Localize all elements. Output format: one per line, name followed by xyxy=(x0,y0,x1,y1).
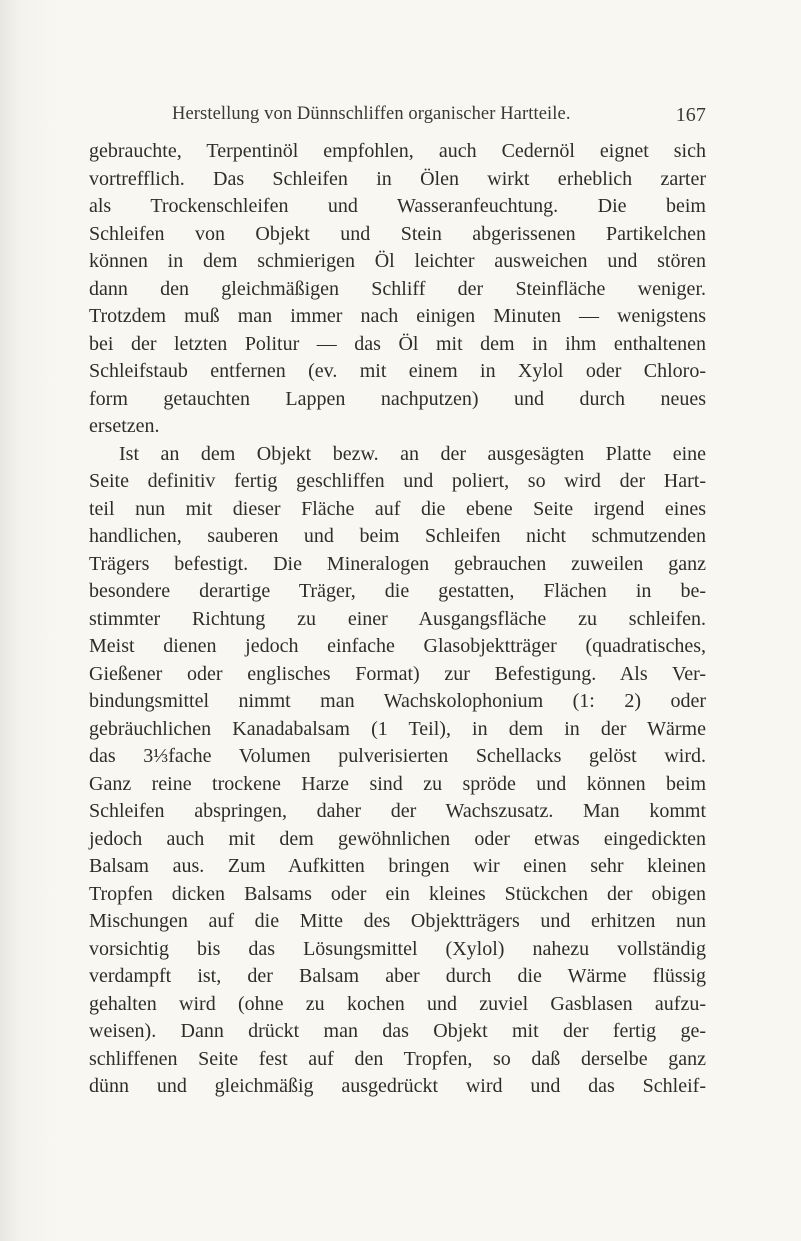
running-title: Herstellung von Dünnschliffen organischer Hartteile. xyxy=(172,104,571,124)
text-line: Gießener oder englisches Format) zur Befestigung. Als Ver- xyxy=(89,662,706,685)
text-line: dünn und gleichmäßig ausgedrückt wird und das Schleif- xyxy=(89,1075,706,1097)
body-text xyxy=(89,138,706,1101)
text-line: das 3⅓fache Volumen pulverisierten Schellacks gelöst wird. xyxy=(89,745,706,767)
text-line: Seite definitiv fertig geschliffen und poliert, so wird der Hart- xyxy=(89,470,706,492)
text-line: Meist dienen jedoch einfache Glasobjektträger (quadratisches, xyxy=(89,635,706,657)
text-line: dann den gleichmäßigen Schliff der Steinfläche weniger. xyxy=(89,277,706,300)
text-line: vorsichtig bis das Lösungsmittel (Xylol) nahezu vollständig xyxy=(89,937,706,960)
text-line: gebräuchlichen Kanadabalsam (1 Teil), in dem in der Wärme xyxy=(89,717,706,740)
text-line: Schleifen abspringen, daher der Wachszusatz. Man kommt xyxy=(89,800,706,822)
text-line: verdampft ist, der Balsam aber durch die Wärme flüssig xyxy=(89,965,706,987)
text-line: stimmter Richtung zu einer Ausgangsfläche zu schleifen. xyxy=(89,607,706,630)
text-line: schliffenen Seite fest auf den Tropfen, so daß derselbe ganz xyxy=(89,1047,706,1070)
text-line: Ganz reine trockene Harze sind zu spröde und können beim xyxy=(89,772,706,795)
text-line: Schleifen von Objekt und Stein abgerissenen Partikelchen xyxy=(89,222,706,245)
text-line: gehalten wird (ohne zu kochen und zuviel Gasblasen aufzu- xyxy=(89,992,706,1015)
paragraph-2 xyxy=(89,441,706,1101)
text-line: ersetzen. xyxy=(89,415,160,437)
text-line: können in dem schmierigen Öl leichter ausweichen und stören xyxy=(89,250,706,272)
text-line: form getauchten Lappen nachputzen) und durch neues xyxy=(89,387,706,410)
text-line: vortrefflich. Das Schleifen in Ölen wirkt erheblich zarter xyxy=(89,167,706,190)
text-line: Mischungen auf die Mitte des Objektträgers und erhitzen nun xyxy=(89,910,706,932)
text-line: gebrauchte, Terpentinöl empfohlen, auch Cedernöl eignet sich xyxy=(89,140,706,162)
text-line: Tropfen dicken Balsams oder ein kleines Stückchen der obigen xyxy=(89,882,706,905)
text-line: Trotzdem muß man immer nach einigen Minuten — wenigstens xyxy=(89,305,706,327)
paragraph-1 xyxy=(89,138,706,441)
running-header xyxy=(172,104,706,130)
text-line: bindungsmittel nimmt man Wachskolophonium (1: 2) oder xyxy=(89,690,706,712)
text-line: jedoch auch mit dem gewöhnlichen oder etwas eingedickten xyxy=(89,827,706,850)
text-line: besondere derartige Träger, die gestatten, Flächen in be- xyxy=(89,580,706,602)
text-line: Trägers befestigt. Die Mineralogen gebrauchen zuweilen ganz xyxy=(89,552,706,575)
page-number: 167 xyxy=(675,104,706,126)
text-line: Ist an dem Objekt bezw. an der ausgesägten Platte eine xyxy=(119,442,706,465)
text-line: teil nun mit dieser Fläche auf die ebene Seite irgend eines xyxy=(89,497,706,520)
text-line: Schleifstaub entfernen (ev. mit einem in Xylol oder Chloro- xyxy=(89,360,706,382)
text-line: als Trockenschleifen und Wasseranfeuchtung. Die beim xyxy=(89,195,706,217)
text-line: weisen). Dann drückt man das Objekt mit der fertig ge- xyxy=(89,1020,706,1042)
text-line: handlichen, sauberen und beim Schleifen nicht schmutzenden xyxy=(89,525,706,547)
text-line: bei der letzten Politur — das Öl mit dem in ihm enthaltenen xyxy=(89,332,706,355)
text-line: Balsam aus. Zum Aufkitten bringen wir einen sehr kleinen xyxy=(89,855,706,877)
